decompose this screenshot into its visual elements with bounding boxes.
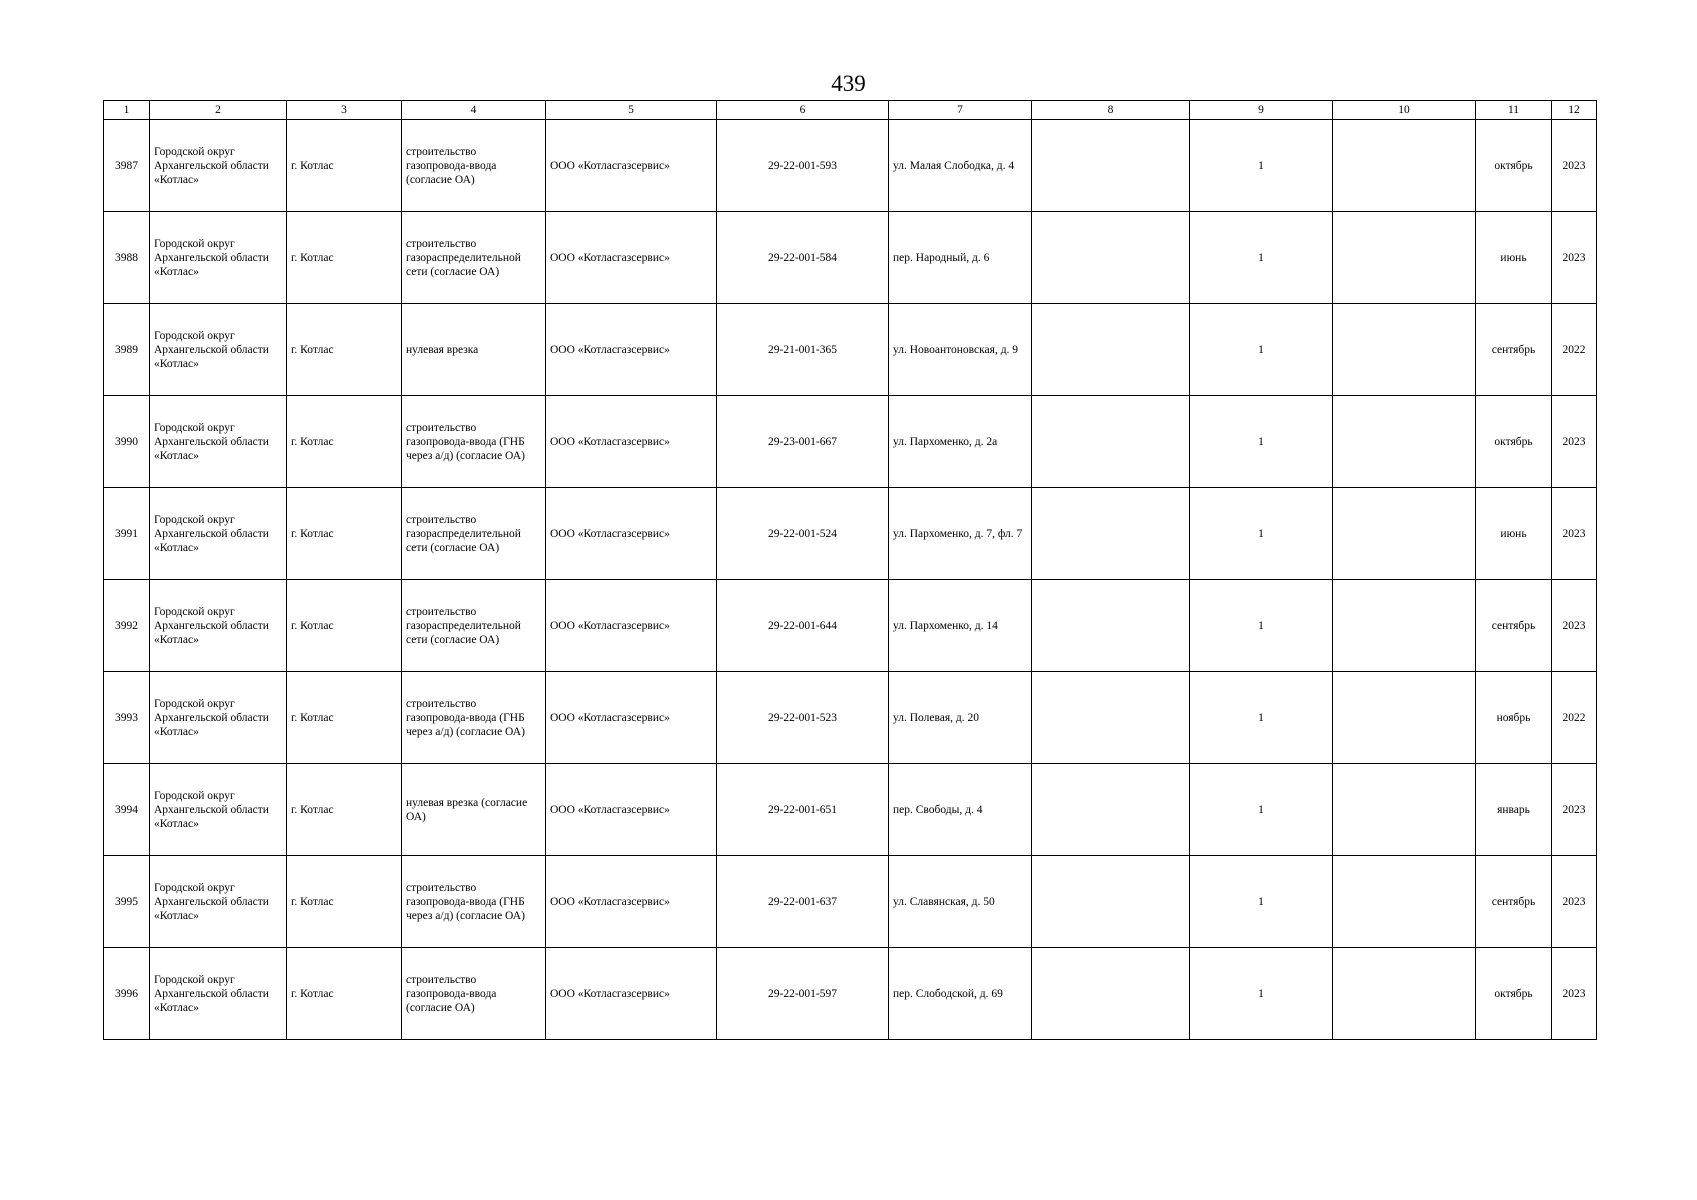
quantity-cell: 1	[1190, 672, 1333, 764]
row-number: 3991	[104, 488, 150, 580]
organization-cell: ООО «Котласгазсервис»	[546, 396, 717, 488]
organization-cell: ООО «Котласгазсервис»	[546, 580, 717, 672]
district-cell: Городской округ Архангельской области «Котлас»	[150, 856, 287, 948]
quantity-cell: 1	[1190, 764, 1333, 856]
month-cell: ноябрь	[1476, 672, 1552, 764]
column-header: 3	[287, 101, 402, 120]
organization-cell: ООО «Котласгазсервис»	[546, 304, 717, 396]
work-type-cell: нулевая врезка (согласие ОА)	[402, 764, 546, 856]
empty-cell	[1333, 948, 1476, 1040]
empty-cell	[1032, 764, 1190, 856]
locality-cell: г. Котлас	[287, 304, 402, 396]
quantity-cell: 1	[1190, 488, 1333, 580]
column-header: 5	[546, 101, 717, 120]
table-row	[104, 488, 1597, 580]
district-cell: Городской округ Архангельской области «Котлас»	[150, 212, 287, 304]
row-number: 3988	[104, 212, 150, 304]
district-cell: Городской округ Архангельской области «Котлас»	[150, 304, 287, 396]
locality-cell: г. Котлас	[287, 396, 402, 488]
object-code-cell: 29-22-001-637	[717, 856, 889, 948]
locality-cell: г. Котлас	[287, 948, 402, 1040]
row-number: 3995	[104, 856, 150, 948]
work-type-cell: строительство газопровода-ввода (ГНБ через а/д) (согласие ОА)	[402, 672, 546, 764]
object-code-cell: 29-22-001-644	[717, 580, 889, 672]
year-cell: 2023	[1552, 580, 1597, 672]
work-type-cell: строительство газораспределительной сети (согласие ОА)	[402, 580, 546, 672]
empty-cell	[1333, 304, 1476, 396]
quantity-cell: 1	[1190, 948, 1333, 1040]
object-code-cell: 29-22-001-593	[717, 120, 889, 212]
work-type-cell: строительство газопровода-ввода (согласие ОА)	[402, 948, 546, 1040]
row-number: 3987	[104, 120, 150, 212]
empty-cell	[1333, 396, 1476, 488]
empty-cell	[1032, 948, 1190, 1040]
locality-cell: г. Котлас	[287, 212, 402, 304]
address-cell: ул. Пархоменко, д. 14	[889, 580, 1032, 672]
address-cell: пер. Свободы, д. 4	[889, 764, 1032, 856]
month-cell: сентябрь	[1476, 856, 1552, 948]
column-header: 4	[402, 101, 546, 120]
district-cell: Городской округ Архангельской области «Котлас»	[150, 488, 287, 580]
object-code-cell: 29-22-001-524	[717, 488, 889, 580]
organization-cell: ООО «Котласгазсервис»	[546, 764, 717, 856]
year-cell: 2023	[1552, 212, 1597, 304]
locality-cell: г. Котлас	[287, 488, 402, 580]
month-cell: октябрь	[1476, 396, 1552, 488]
district-cell: Городской округ Архангельской области «Котлас»	[150, 396, 287, 488]
table-row	[104, 856, 1597, 948]
empty-cell	[1032, 120, 1190, 212]
organization-cell: ООО «Котласгазсервис»	[546, 120, 717, 212]
work-type-cell: строительство газопровода-ввода (ГНБ через а/д) (согласие ОА)	[402, 396, 546, 488]
locality-cell: г. Котлас	[287, 764, 402, 856]
object-code-cell: 29-22-001-651	[717, 764, 889, 856]
empty-cell	[1333, 488, 1476, 580]
column-header: 6	[717, 101, 889, 120]
column-header: 1	[104, 101, 150, 120]
empty-cell	[1333, 580, 1476, 672]
empty-cell	[1333, 212, 1476, 304]
empty-cell	[1333, 764, 1476, 856]
organization-cell: ООО «Котласгазсервис»	[546, 948, 717, 1040]
locality-cell: г. Котлас	[287, 120, 402, 212]
empty-cell	[1333, 120, 1476, 212]
organization-cell: ООО «Котласгазсервис»	[546, 856, 717, 948]
column-header: 2	[150, 101, 287, 120]
column-header: 7	[889, 101, 1032, 120]
year-cell: 2023	[1552, 856, 1597, 948]
empty-cell	[1032, 580, 1190, 672]
object-code-cell: 29-21-001-365	[717, 304, 889, 396]
quantity-cell: 1	[1190, 304, 1333, 396]
object-code-cell: 29-23-001-667	[717, 396, 889, 488]
table-row	[104, 764, 1597, 856]
locality-cell: г. Котлас	[287, 580, 402, 672]
month-cell: сентябрь	[1476, 580, 1552, 672]
table-row	[104, 304, 1597, 396]
locality-cell: г. Котлас	[287, 856, 402, 948]
address-cell: ул. Пархоменко, д. 7, фл. 7	[889, 488, 1032, 580]
month-cell: июнь	[1476, 488, 1552, 580]
row-number: 3996	[104, 948, 150, 1040]
column-number-row	[104, 101, 1597, 120]
work-type-cell: строительство газораспределительной сети (согласие ОА)	[402, 488, 546, 580]
object-code-cell: 29-22-001-584	[717, 212, 889, 304]
column-header: 8	[1032, 101, 1190, 120]
row-number: 3990	[104, 396, 150, 488]
month-cell: октябрь	[1476, 120, 1552, 212]
year-cell: 2022	[1552, 672, 1597, 764]
empty-cell	[1032, 856, 1190, 948]
column-header: 9	[1190, 101, 1333, 120]
row-number: 3989	[104, 304, 150, 396]
column-header: 11	[1476, 101, 1552, 120]
table-row	[104, 120, 1597, 212]
quantity-cell: 1	[1190, 120, 1333, 212]
month-cell: сентябрь	[1476, 304, 1552, 396]
quantity-cell: 1	[1190, 212, 1333, 304]
empty-cell	[1032, 212, 1190, 304]
district-cell: Городской округ Архангельской области «Котлас»	[150, 672, 287, 764]
month-cell: октябрь	[1476, 948, 1552, 1040]
empty-cell	[1333, 856, 1476, 948]
year-cell: 2023	[1552, 948, 1597, 1040]
organization-cell: ООО «Котласгазсервис»	[546, 212, 717, 304]
work-type-cell: строительство газопровода-ввода (ГНБ через а/д) (согласие ОА)	[402, 856, 546, 948]
quantity-cell: 1	[1190, 856, 1333, 948]
object-code-cell: 29-22-001-523	[717, 672, 889, 764]
table-body	[104, 120, 1597, 1040]
empty-cell	[1032, 396, 1190, 488]
quantity-cell: 1	[1190, 396, 1333, 488]
year-cell: 2022	[1552, 304, 1597, 396]
page-number: 439	[831, 71, 866, 96]
quantity-cell: 1	[1190, 580, 1333, 672]
registry-table	[103, 100, 1597, 1040]
address-cell: пер. Народный, д. 6	[889, 212, 1032, 304]
month-cell: июнь	[1476, 212, 1552, 304]
work-type-cell: нулевая врезка	[402, 304, 546, 396]
month-cell: январь	[1476, 764, 1552, 856]
address-cell: ул. Новоантоновская, д. 9	[889, 304, 1032, 396]
column-header: 12	[1552, 101, 1597, 120]
table-row	[104, 212, 1597, 304]
address-cell: ул. Малая Слободка, д. 4	[889, 120, 1032, 212]
row-number: 3993	[104, 672, 150, 764]
district-cell: Городской округ Архангельской области «Котлас»	[150, 764, 287, 856]
address-cell: пер. Слободской, д. 69	[889, 948, 1032, 1040]
table-row	[104, 396, 1597, 488]
empty-cell	[1333, 672, 1476, 764]
address-cell: ул. Полевая, д. 20	[889, 672, 1032, 764]
table-row	[104, 948, 1597, 1040]
year-cell: 2023	[1552, 396, 1597, 488]
table-row	[104, 672, 1597, 764]
work-type-cell: строительство газопровода-ввода (согласие ОА)	[402, 120, 546, 212]
year-cell: 2023	[1552, 488, 1597, 580]
empty-cell	[1032, 304, 1190, 396]
address-cell: ул. Славянская, д. 50	[889, 856, 1032, 948]
district-cell: Городской округ Архангельской области «Котлас»	[150, 580, 287, 672]
object-code-cell: 29-22-001-597	[717, 948, 889, 1040]
organization-cell: ООО «Котласгазсервис»	[546, 672, 717, 764]
row-number: 3994	[104, 764, 150, 856]
empty-cell	[1032, 488, 1190, 580]
district-cell: Городской округ Архангельской области «Котлас»	[150, 120, 287, 212]
year-cell: 2023	[1552, 120, 1597, 212]
district-cell: Городской округ Архангельской области «Котлас»	[150, 948, 287, 1040]
locality-cell: г. Котлас	[287, 672, 402, 764]
address-cell: ул. Пархоменко, д. 2а	[889, 396, 1032, 488]
column-header: 10	[1333, 101, 1476, 120]
table-row	[104, 580, 1597, 672]
empty-cell	[1032, 672, 1190, 764]
organization-cell: ООО «Котласгазсервис»	[546, 488, 717, 580]
work-type-cell: строительство газораспределительной сети (согласие ОА)	[402, 212, 546, 304]
year-cell: 2023	[1552, 764, 1597, 856]
row-number: 3992	[104, 580, 150, 672]
